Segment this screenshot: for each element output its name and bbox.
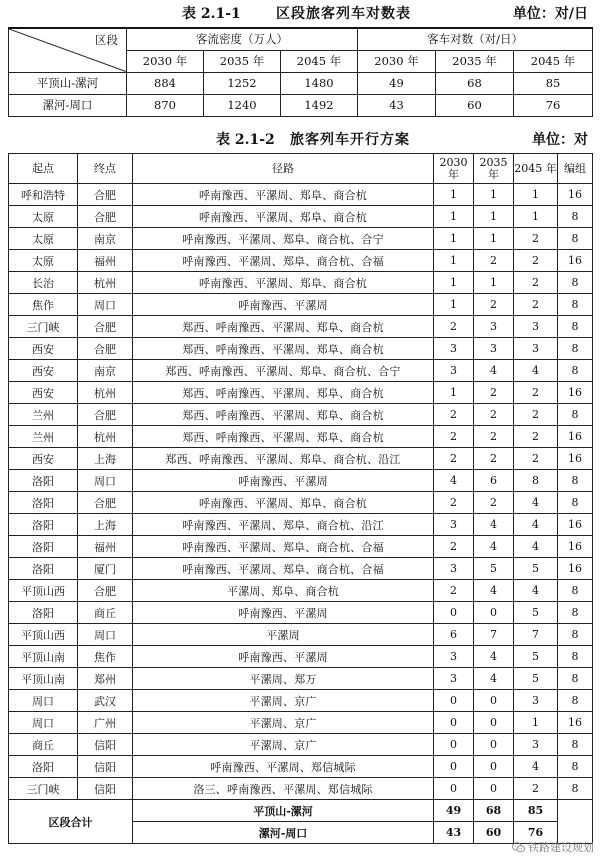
route-cell: 郑西、呼南豫西、平漯周、郑阜、商合杭 (133, 338, 434, 360)
value-2035-cell: 2 (474, 426, 514, 448)
destination-cell: 合肥 (78, 338, 133, 360)
table-row (9, 72, 593, 94)
value-2045-cell: 1 (514, 184, 558, 206)
table1-year-header: 2045 年 (514, 50, 593, 72)
origin-cell: 西安 (9, 338, 78, 360)
table-row (9, 492, 593, 514)
table2-header-row (9, 154, 593, 184)
route-cell: 呼南豫西、平漯周、郑阜、商合杭、沿江 (133, 514, 434, 536)
origin-cell: 兰州 (9, 426, 78, 448)
value-2030-cell: 1 (434, 272, 474, 294)
destination-cell: 合肥 (78, 404, 133, 426)
summary-value: 68 (474, 800, 514, 822)
header-origin: 起点 (9, 154, 78, 184)
route-cell: 呼南豫西、平漯周 (133, 646, 434, 668)
origin-cell: 周口 (9, 712, 78, 734)
formation-cell: 8 (558, 294, 593, 316)
formation-cell: 8 (558, 272, 593, 294)
destination-cell: 合肥 (78, 492, 133, 514)
origin-cell: 商丘 (9, 734, 78, 756)
table-row (9, 360, 593, 382)
formation-cell: 8 (558, 602, 593, 624)
table-row (9, 294, 593, 316)
origin-cell: 西安 (9, 448, 78, 470)
table-row (9, 250, 593, 272)
route-cell: 洛三、呼南豫西、平漯周、郑信城际 (133, 778, 434, 800)
origin-cell: 平顶山西 (9, 624, 78, 646)
destination-cell: 上海 (78, 448, 133, 470)
destination-cell: 广州 (78, 712, 133, 734)
formation-cell: 8 (558, 206, 593, 228)
header-year-2045: 2045 年 (514, 154, 558, 184)
summary-section: 漯河-周口 (133, 822, 434, 844)
destination-cell: 杭州 (78, 382, 133, 404)
route-cell: 郑西、呼南豫西、平漯周、郑阜、商合杭 (133, 316, 434, 338)
destination-cell: 杭州 (78, 272, 133, 294)
header-formation: 编组 (558, 154, 593, 184)
route-cell: 呼南豫西、平漯周、郑阜、商合杭、合福 (133, 250, 434, 272)
table-row (9, 426, 593, 448)
section-cell: 漯河-周口 (9, 94, 127, 116)
value-2030-cell: 3 (434, 338, 474, 360)
route-cell: 呼南豫西、平漯周、郑阜、商合杭、合福 (133, 558, 434, 580)
value-2030-cell: 1 (434, 382, 474, 404)
destination-cell: 焦作 (78, 646, 133, 668)
destination-cell: 福州 (78, 250, 133, 272)
formation-cell: 8 (558, 470, 593, 492)
route-cell: 平漯周、郑万 (133, 668, 434, 690)
destination-cell: 南京 (78, 228, 133, 250)
value-2035-cell: 0 (474, 712, 514, 734)
value-2030-cell: 0 (434, 756, 474, 778)
value-2030-cell: 2 (434, 580, 474, 602)
table2-caption (0, 129, 600, 151)
route-cell: 平漯周、郑阜、商合杭 (133, 580, 434, 602)
table-row (9, 690, 593, 712)
route-cell: 呼南豫西、平漯周 (133, 602, 434, 624)
origin-cell: 太原 (9, 228, 78, 250)
value-2045-cell: 3 (514, 690, 558, 712)
value-2045-cell: 5 (514, 646, 558, 668)
value-2030-cell: 1 (434, 206, 474, 228)
value-2030-cell: 1 (434, 294, 474, 316)
formation-cell: 8 (558, 580, 593, 602)
table-row (9, 668, 593, 690)
value-2045-cell: 2 (514, 272, 558, 294)
origin-cell: 平顶山西 (9, 580, 78, 602)
value-2045-cell: 2 (514, 448, 558, 470)
route-cell: 呼南豫西、平漯周、郑阜、商合杭 (133, 184, 434, 206)
summary-blank (558, 800, 593, 844)
table-row (9, 470, 593, 492)
table-row (9, 712, 593, 734)
value-cell: 85 (514, 72, 593, 94)
destination-cell: 福州 (78, 536, 133, 558)
route-cell: 平漯周 (133, 624, 434, 646)
header-year-2035: 2035 年 (474, 154, 514, 184)
value-2045-cell: 2 (514, 294, 558, 316)
origin-cell: 洛阳 (9, 558, 78, 580)
value-2035-cell: 2 (474, 492, 514, 514)
destination-cell: 商丘 (78, 602, 133, 624)
route-cell: 郑西、呼南豫西、平漯周、郑阜、商合杭 (133, 404, 434, 426)
table-row (9, 448, 593, 470)
value-2045-cell: 8 (514, 470, 558, 492)
formation-cell: 8 (558, 338, 593, 360)
table1-number: 表 2.1-1 (182, 6, 241, 22)
value-cell: 68 (436, 72, 514, 94)
value-2045-cell: 4 (514, 360, 558, 382)
destination-cell: 信阳 (78, 778, 133, 800)
formation-cell: 16 (558, 426, 593, 448)
formation-cell: 8 (558, 360, 593, 382)
summary-value: 49 (434, 800, 474, 822)
formation-cell: 16 (558, 184, 593, 206)
value-2035-cell: 7 (474, 624, 514, 646)
table1-title: 区段旅客列车对数表 (276, 6, 411, 22)
value-2035-cell: 4 (474, 668, 514, 690)
destination-cell: 南京 (78, 360, 133, 382)
table1-corner-label: 区段 (95, 33, 118, 47)
value-2045-cell: 4 (514, 536, 558, 558)
value-2035-cell: 2 (474, 448, 514, 470)
value-2045-cell: 3 (514, 338, 558, 360)
destination-cell: 厦门 (78, 558, 133, 580)
destination-cell: 郑州 (78, 668, 133, 690)
value-2035-cell: 1 (474, 272, 514, 294)
value-2035-cell: 0 (474, 734, 514, 756)
value-2035-cell: 2 (474, 250, 514, 272)
route-cell: 呼南豫西、平漯周、郑阜、商合杭 (133, 206, 434, 228)
table1-caption (0, 3, 600, 25)
value-2030-cell: 3 (434, 360, 474, 382)
value-cell: 1252 (204, 72, 281, 94)
value-2045-cell: 3 (514, 316, 558, 338)
summary-value: 76 (514, 822, 558, 844)
origin-cell: 太原 (9, 250, 78, 272)
value-2045-cell: 5 (514, 558, 558, 580)
formation-cell: 16 (558, 250, 593, 272)
route-cell: 郑西、呼南豫西、平漯周、郑阜、商合杭、沿江 (133, 448, 434, 470)
value-2045-cell: 2 (514, 778, 558, 800)
origin-cell: 三门峡 (9, 778, 78, 800)
value-2030-cell: 3 (434, 668, 474, 690)
table1-year-header: 2045 年 (281, 50, 358, 72)
formation-cell: 16 (558, 558, 593, 580)
value-2030-cell: 0 (434, 602, 474, 624)
value-2035-cell: 4 (474, 646, 514, 668)
value-2035-cell: 3 (474, 338, 514, 360)
value-2030-cell: 0 (434, 712, 474, 734)
formation-cell: 8 (558, 646, 593, 668)
formation-cell: 8 (558, 404, 593, 426)
table-row (9, 514, 593, 536)
formation-cell: 8 (558, 778, 593, 800)
table-row (9, 94, 593, 116)
value-2035-cell: 1 (474, 184, 514, 206)
summary-value: 85 (514, 800, 558, 822)
summary-value: 43 (434, 822, 474, 844)
table2-title: 旅客列车开行方案 (290, 132, 410, 148)
origin-cell: 洛阳 (9, 514, 78, 536)
formation-cell: 16 (558, 514, 593, 536)
summary-value: 60 (474, 822, 514, 844)
origin-cell: 焦作 (9, 294, 78, 316)
value-2030-cell: 2 (434, 316, 474, 338)
formation-cell: 8 (558, 668, 593, 690)
table-row (9, 602, 593, 624)
table1-corner-cell (9, 28, 127, 72)
summary-row (9, 800, 593, 822)
table-row (9, 558, 593, 580)
formation-cell: 16 (558, 712, 593, 734)
value-2030-cell: 0 (434, 690, 474, 712)
destination-cell: 合肥 (78, 184, 133, 206)
route-cell: 呼南豫西、平漯周、郑阜、商合杭、合宁 (133, 228, 434, 250)
table-row (9, 338, 593, 360)
route-cell: 呼南豫西、平漯周、郑阜、商合杭 (133, 272, 434, 294)
value-2030-cell: 1 (434, 184, 474, 206)
value-2045-cell: 5 (514, 668, 558, 690)
destination-cell: 杭州 (78, 426, 133, 448)
destination-cell: 周口 (78, 624, 133, 646)
table1-group-header-pairs: 客车对数（对/日） (358, 28, 593, 50)
table2-unit: 单位：对 (532, 132, 588, 148)
value-2045-cell: 2 (514, 382, 558, 404)
value-2030-cell: 2 (434, 536, 474, 558)
destination-cell: 信阳 (78, 756, 133, 778)
value-2045-cell: 4 (514, 580, 558, 602)
value-2035-cell: 2 (474, 382, 514, 404)
value-cell: 1480 (281, 72, 358, 94)
destination-cell: 合肥 (78, 580, 133, 602)
origin-cell: 西安 (9, 360, 78, 382)
origin-cell: 洛阳 (9, 536, 78, 558)
formation-cell: 16 (558, 382, 593, 404)
formation-cell: 8 (558, 690, 593, 712)
value-2045-cell: 2 (514, 404, 558, 426)
header-route: 径路 (133, 154, 434, 184)
table-row (9, 756, 593, 778)
origin-cell: 长治 (9, 272, 78, 294)
table1-year-header: 2035 年 (204, 50, 281, 72)
origin-cell: 洛阳 (9, 492, 78, 514)
value-2030-cell: 6 (434, 624, 474, 646)
table1-year-header: 2035 年 (436, 50, 514, 72)
wechat-icon (512, 842, 525, 853)
value-2030-cell: 1 (434, 228, 474, 250)
value-2030-cell: 2 (434, 404, 474, 426)
origin-cell: 西安 (9, 382, 78, 404)
table-row (9, 624, 593, 646)
origin-cell: 三门峡 (9, 316, 78, 338)
value-2030-cell: 0 (434, 734, 474, 756)
table-row (9, 778, 593, 800)
origin-cell: 呼和浩特 (9, 184, 78, 206)
route-cell: 平漯周、京广 (133, 712, 434, 734)
value-2030-cell: 1 (434, 250, 474, 272)
route-cell: 呼南豫西、平漯周、郑阜、商合杭、合福 (133, 536, 434, 558)
table2-number: 表 2.1-2 (216, 132, 275, 148)
value-2045-cell: 2 (514, 250, 558, 272)
route-cell: 郑西、呼南豫西、平漯周、郑阜、商合杭、合宁 (133, 360, 434, 382)
table1-unit: 单位：对/日 (512, 6, 588, 22)
table-row (9, 646, 593, 668)
value-cell: 884 (127, 72, 204, 94)
table-row (9, 206, 593, 228)
value-2045-cell: 4 (514, 756, 558, 778)
formation-cell: 8 (558, 756, 593, 778)
route-cell: 平漯周、京广 (133, 734, 434, 756)
section-cell: 平顶山-漯河 (9, 72, 127, 94)
value-2045-cell: 4 (514, 514, 558, 536)
value-2030-cell: 3 (434, 646, 474, 668)
table-row (9, 228, 593, 250)
origin-cell: 洛阳 (9, 602, 78, 624)
value-2045-cell: 3 (514, 734, 558, 756)
table1-year-header: 2030 年 (127, 50, 204, 72)
value-2035-cell: 4 (474, 580, 514, 602)
summary-label: 区段合计 (9, 800, 133, 844)
route-cell: 呼南豫西、平漯周、郑阜、商合杭 (133, 492, 434, 514)
origin-cell: 兰州 (9, 404, 78, 426)
table1-group-header-density: 客流密度（万人） (127, 28, 358, 50)
formation-cell: 8 (558, 734, 593, 756)
value-cell: 870 (127, 94, 204, 116)
value-2035-cell: 0 (474, 690, 514, 712)
value-cell: 1492 (281, 94, 358, 116)
watermark-text: 铁路建设规划 (528, 841, 594, 854)
formation-cell: 8 (558, 624, 593, 646)
route-cell: 郑西、呼南豫西、平漯周、郑阜、商合杭 (133, 382, 434, 404)
value-2045-cell: 7 (514, 624, 558, 646)
formation-cell: 8 (558, 228, 593, 250)
value-2045-cell: 5 (514, 602, 558, 624)
table-row (9, 272, 593, 294)
destination-cell: 武汉 (78, 690, 133, 712)
value-2035-cell: 0 (474, 778, 514, 800)
route-cell: 呼南豫西、平漯周 (133, 470, 434, 492)
value-2045-cell: 4 (514, 492, 558, 514)
value-2030-cell: 0 (434, 778, 474, 800)
value-2030-cell: 3 (434, 558, 474, 580)
value-2035-cell: 4 (474, 360, 514, 382)
origin-cell: 洛阳 (9, 756, 78, 778)
origin-cell: 周口 (9, 690, 78, 712)
table-row (9, 382, 593, 404)
value-2035-cell: 0 (474, 602, 514, 624)
destination-cell: 周口 (78, 470, 133, 492)
value-2035-cell: 5 (474, 558, 514, 580)
header-year-2030: 2030 年 (434, 154, 474, 184)
value-cell: 49 (358, 72, 436, 94)
formation-cell: 8 (558, 316, 593, 338)
table-row (9, 536, 593, 558)
value-2045-cell: 2 (514, 426, 558, 448)
destination-cell: 上海 (78, 514, 133, 536)
train-operation-plan-table (8, 153, 593, 844)
value-2030-cell: 3 (434, 514, 474, 536)
value-2035-cell: 1 (474, 228, 514, 250)
table-row (9, 734, 593, 756)
table1-header-row (9, 28, 593, 50)
value-2035-cell: 1 (474, 206, 514, 228)
value-2035-cell: 4 (474, 514, 514, 536)
value-2030-cell: 2 (434, 448, 474, 470)
watermark (512, 839, 594, 855)
destination-cell: 合肥 (78, 206, 133, 228)
value-cell: 76 (514, 94, 593, 116)
origin-cell: 洛阳 (9, 470, 78, 492)
value-2030-cell: 4 (434, 470, 474, 492)
origin-cell: 太原 (9, 206, 78, 228)
origin-cell: 平顶山南 (9, 646, 78, 668)
route-cell: 平漯周、京广 (133, 690, 434, 712)
value-2030-cell: 2 (434, 492, 474, 514)
value-2045-cell: 1 (514, 206, 558, 228)
formation-cell: 16 (558, 536, 593, 558)
route-cell: 郑西、呼南豫西、平漯周、郑阜、商合杭 (133, 426, 434, 448)
formation-cell: 8 (558, 492, 593, 514)
summary-section: 平顶山-漯河 (133, 800, 434, 822)
value-2045-cell: 2 (514, 228, 558, 250)
table-row (9, 316, 593, 338)
destination-cell: 合肥 (78, 316, 133, 338)
table-row (9, 580, 593, 602)
table1-year-header: 2030 年 (358, 50, 436, 72)
destination-cell: 周口 (78, 294, 133, 316)
value-2035-cell: 6 (474, 470, 514, 492)
value-2030-cell: 2 (434, 426, 474, 448)
value-2035-cell: 2 (474, 404, 514, 426)
value-2035-cell: 3 (474, 316, 514, 338)
header-destination: 终点 (78, 154, 133, 184)
value-2035-cell: 4 (474, 536, 514, 558)
origin-cell: 平顶山南 (9, 668, 78, 690)
table-row (9, 184, 593, 206)
value-cell: 1240 (204, 94, 281, 116)
route-cell: 呼南豫西、平漯周、郑信城际 (133, 756, 434, 778)
value-2035-cell: 0 (474, 756, 514, 778)
value-2035-cell: 2 (474, 294, 514, 316)
destination-cell: 信阳 (78, 734, 133, 756)
table-row (9, 404, 593, 426)
value-2045-cell: 1 (514, 712, 558, 734)
formation-cell: 16 (558, 448, 593, 470)
route-cell: 呼南豫西、平漯周 (133, 294, 434, 316)
table1-diagonal-line (9, 29, 126, 72)
section-train-pairs-table (8, 27, 593, 117)
value-cell: 43 (358, 94, 436, 116)
table2-body (9, 184, 593, 800)
value-cell: 60 (436, 94, 514, 116)
